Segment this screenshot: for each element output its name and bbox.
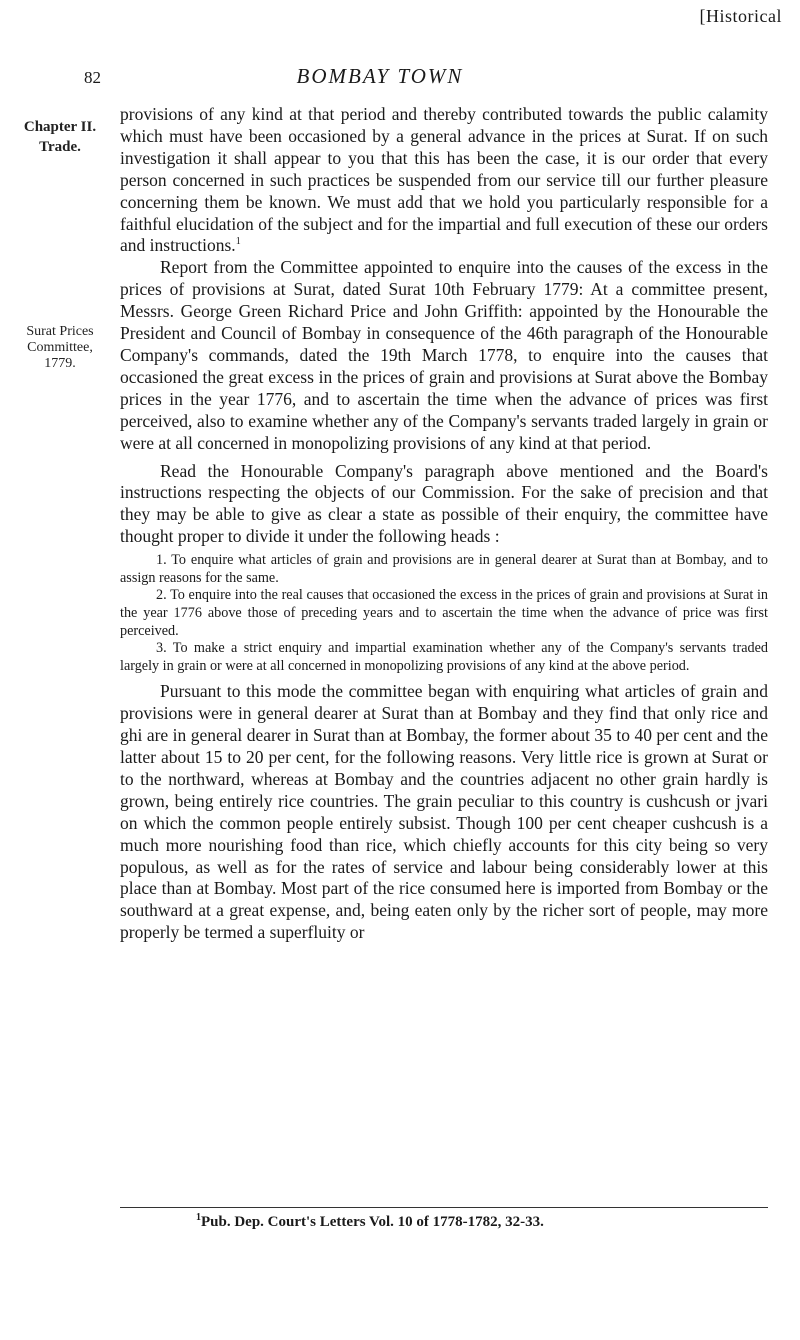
margin-note-line: Surat Prices: [26, 324, 94, 339]
margin-note-line: 1779.: [44, 356, 76, 371]
footnote-marker: 1: [235, 236, 241, 248]
paragraph-continued: [120, 104, 768, 257]
paragraph-text: provisions of any kind at that period and thereby contributed towards the public calamity which must have been occasioned by a general advance in the prices at Surat. If on such investigation it shall appear to you that this has been the case, it is our order that every person concerned in such practices be suspended from our service till our further pleasure concerning them be known. We must add that we hold you particularly responsible for a faithful elucidation of the subject and for the impartial and full execution of these our orders and instructions.: [120, 104, 768, 256]
heads-list: [120, 552, 768, 675]
section-label: [Historical: [699, 6, 782, 26]
running-title: BOMBAY TOWN: [296, 64, 464, 88]
chapter-label: Chapter II.: [23, 119, 97, 135]
paragraph-findings: Pursuant to this mode the committee began with enquiring what articles of grain and provisions were in general dearer at Surat than at Bombay and they find that only rice and ghi are in general dearer in Surat than at Bombay, the former about 35 to 40 per cent and the latter about 15 to 20 per cent, for the following reasons. Very little rice is grown at Surat or to the northward, whereas at Bombay and the countries adjacent no other grain hardly is grown, being entirely rice countries. The grain peculiar to this country is cushcush or jvari on which the common people entirely subsist. Though 100 per cent cheaper cushcush is a much more nourishing food than rice, which chiefly accounts for this city being so very populous, as well as for the rates of service and labour being considerably lower at this place than at Bombay. Most part of the rice consumed here is imported from Bombay or the southward at a great expense, and, being eaten only by the richer sort of people, may more properly be termed a superfluity or: [120, 681, 768, 943]
list-item: 1. To enquire what articles of grain and provisions are in general dearer at Surat than at Bombay, and to assign reasons for the same.: [120, 552, 768, 586]
footnote: [196, 1214, 544, 1231]
margin-note-line: Committee,: [27, 340, 93, 355]
paragraph-instructions: Read the Honourable Company's paragraph above mentioned and the Board's instructions respecting the objects of our Commission. For the sake of precision and that they may be able to give as clear a state as possible of their enquiry, the committee have thought proper to divide it under the following heads :: [120, 460, 768, 547]
topic-label: Trade.: [39, 139, 81, 155]
paragraph-report: Report from the Committee appointed to enquire into the causes of the excess in the prices of provisions at Surat, dated Surat 10th February 1779: At a committee present, Messrs. George Green Richard Price and John Griffith: appointed by the Honourable the President and Council of Bombay in consequence of the 46th paragraph of the Honourable Company's commands, dated the 19th March 1778, to enquire into the causes that occasioned the great excess in the prices of grain and provisions at Surat above the Bombay prices in the year 1776, and to ascertain the time when the advance of prices was first perceived, also to examine whether any of the Company's servants traded largely in grain or were at all concerned in monopolizing provisions of any kind at that period.: [120, 257, 768, 453]
footnote-number: 1: [196, 1212, 201, 1223]
page-number: 82: [84, 68, 101, 87]
footnote-divider: [120, 1207, 768, 1208]
margin-chapter: [20, 117, 100, 157]
margin-note: [20, 324, 100, 372]
footnote-text: Pub. Dep. Court's Letters Vol. 10 of 1778-1782, 32-33.: [201, 1214, 544, 1230]
list-item: 3. To make a strict enquiry and impartial examination whether any of the Company's servants traded largely in grain or were at all concerned in monopolizing provisions of any kind at the above period.: [120, 640, 768, 674]
list-item: 2. To enquire into the real causes that occasioned the excess in the prices of grain and provisions at Surat in the year 1776 above those of preceding years and to ascertain the time when the advance of price was first perceived.: [120, 587, 768, 639]
main-text: [120, 104, 768, 944]
